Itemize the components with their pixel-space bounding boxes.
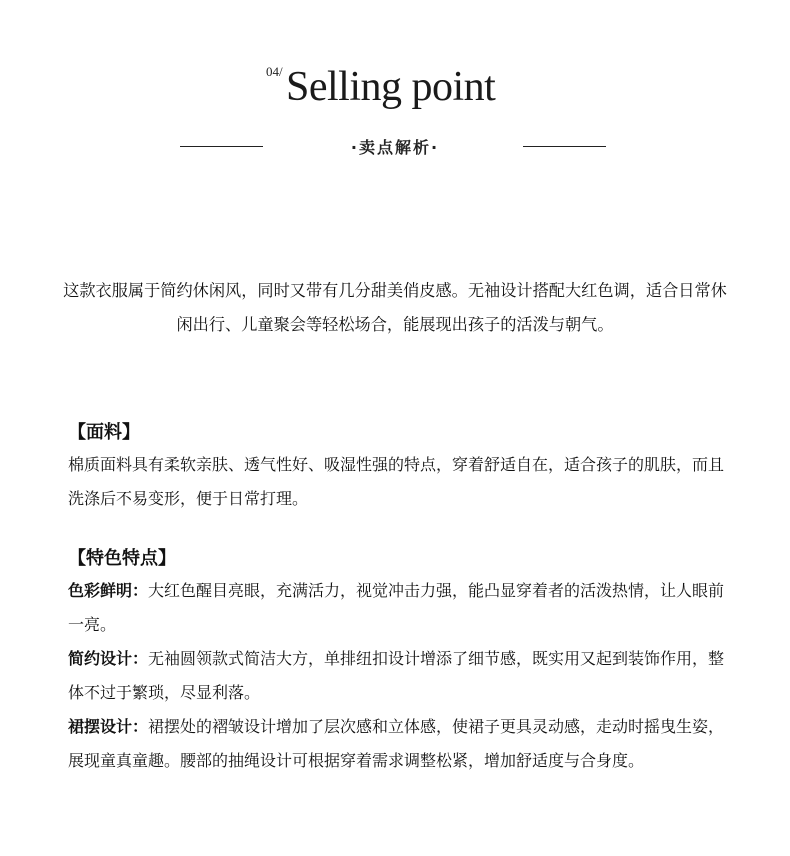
- selling-point-subtitle: ·卖点解析·: [350, 138, 440, 157]
- feature-skirt-label: 裙摆设计：: [68, 717, 149, 736]
- fabric-title: 【面料】: [68, 422, 140, 443]
- section-number: 04/: [266, 64, 283, 79]
- feature-design-label: 简约设计：: [68, 649, 149, 668]
- fabric-section: [68, 420, 728, 516]
- feature-color-label: 色彩鲜明：: [68, 581, 149, 600]
- intro-paragraph: 这款衣服属于简约休闲风，同时又带有几分甜美俏皮感。无袖设计搭配大红色调，适合日常休闲出行、儿童聚会等轻松场合，能展现出孩子的活泼与朝气。: [63, 281, 727, 335]
- feature-skirt: [68, 710, 728, 778]
- feature-design-text: 无袖圆领款式简洁大方，单排纽扣设计增添了细节感，既实用又起到装饰作用，整体不过于繁琐，尽显利落。: [68, 649, 725, 702]
- selling-point-header: [0, 0, 790, 180]
- features-title: 【特色特点】: [68, 548, 176, 569]
- feature-color-text: 大红色醒目亮眼，充满活力，视觉冲击力强，能凸显穿着者的活泼热情，让人眼前一亮。: [68, 581, 725, 634]
- feature-skirt-text: 裙摆处的褶皱设计增加了层次感和立体感，使裙子更具灵动感，走动时摇曳生姿，展现童真童趣。腰部的抽绳设计可根据穿着需求调整松紧，增加舒适度与合身度。: [68, 717, 725, 770]
- fabric-text: 棉质面料具有柔软亲肤、透气性好、吸湿性强的特点，穿着舒适自在，适合孩子的肌肤，而且洗涤后不易变形，便于日常打理。: [68, 455, 725, 508]
- feature-design: [68, 642, 728, 710]
- feature-color: [68, 574, 728, 642]
- selling-point-title: Selling point: [286, 64, 496, 110]
- features-section: [68, 546, 728, 778]
- divider-right: [523, 146, 606, 147]
